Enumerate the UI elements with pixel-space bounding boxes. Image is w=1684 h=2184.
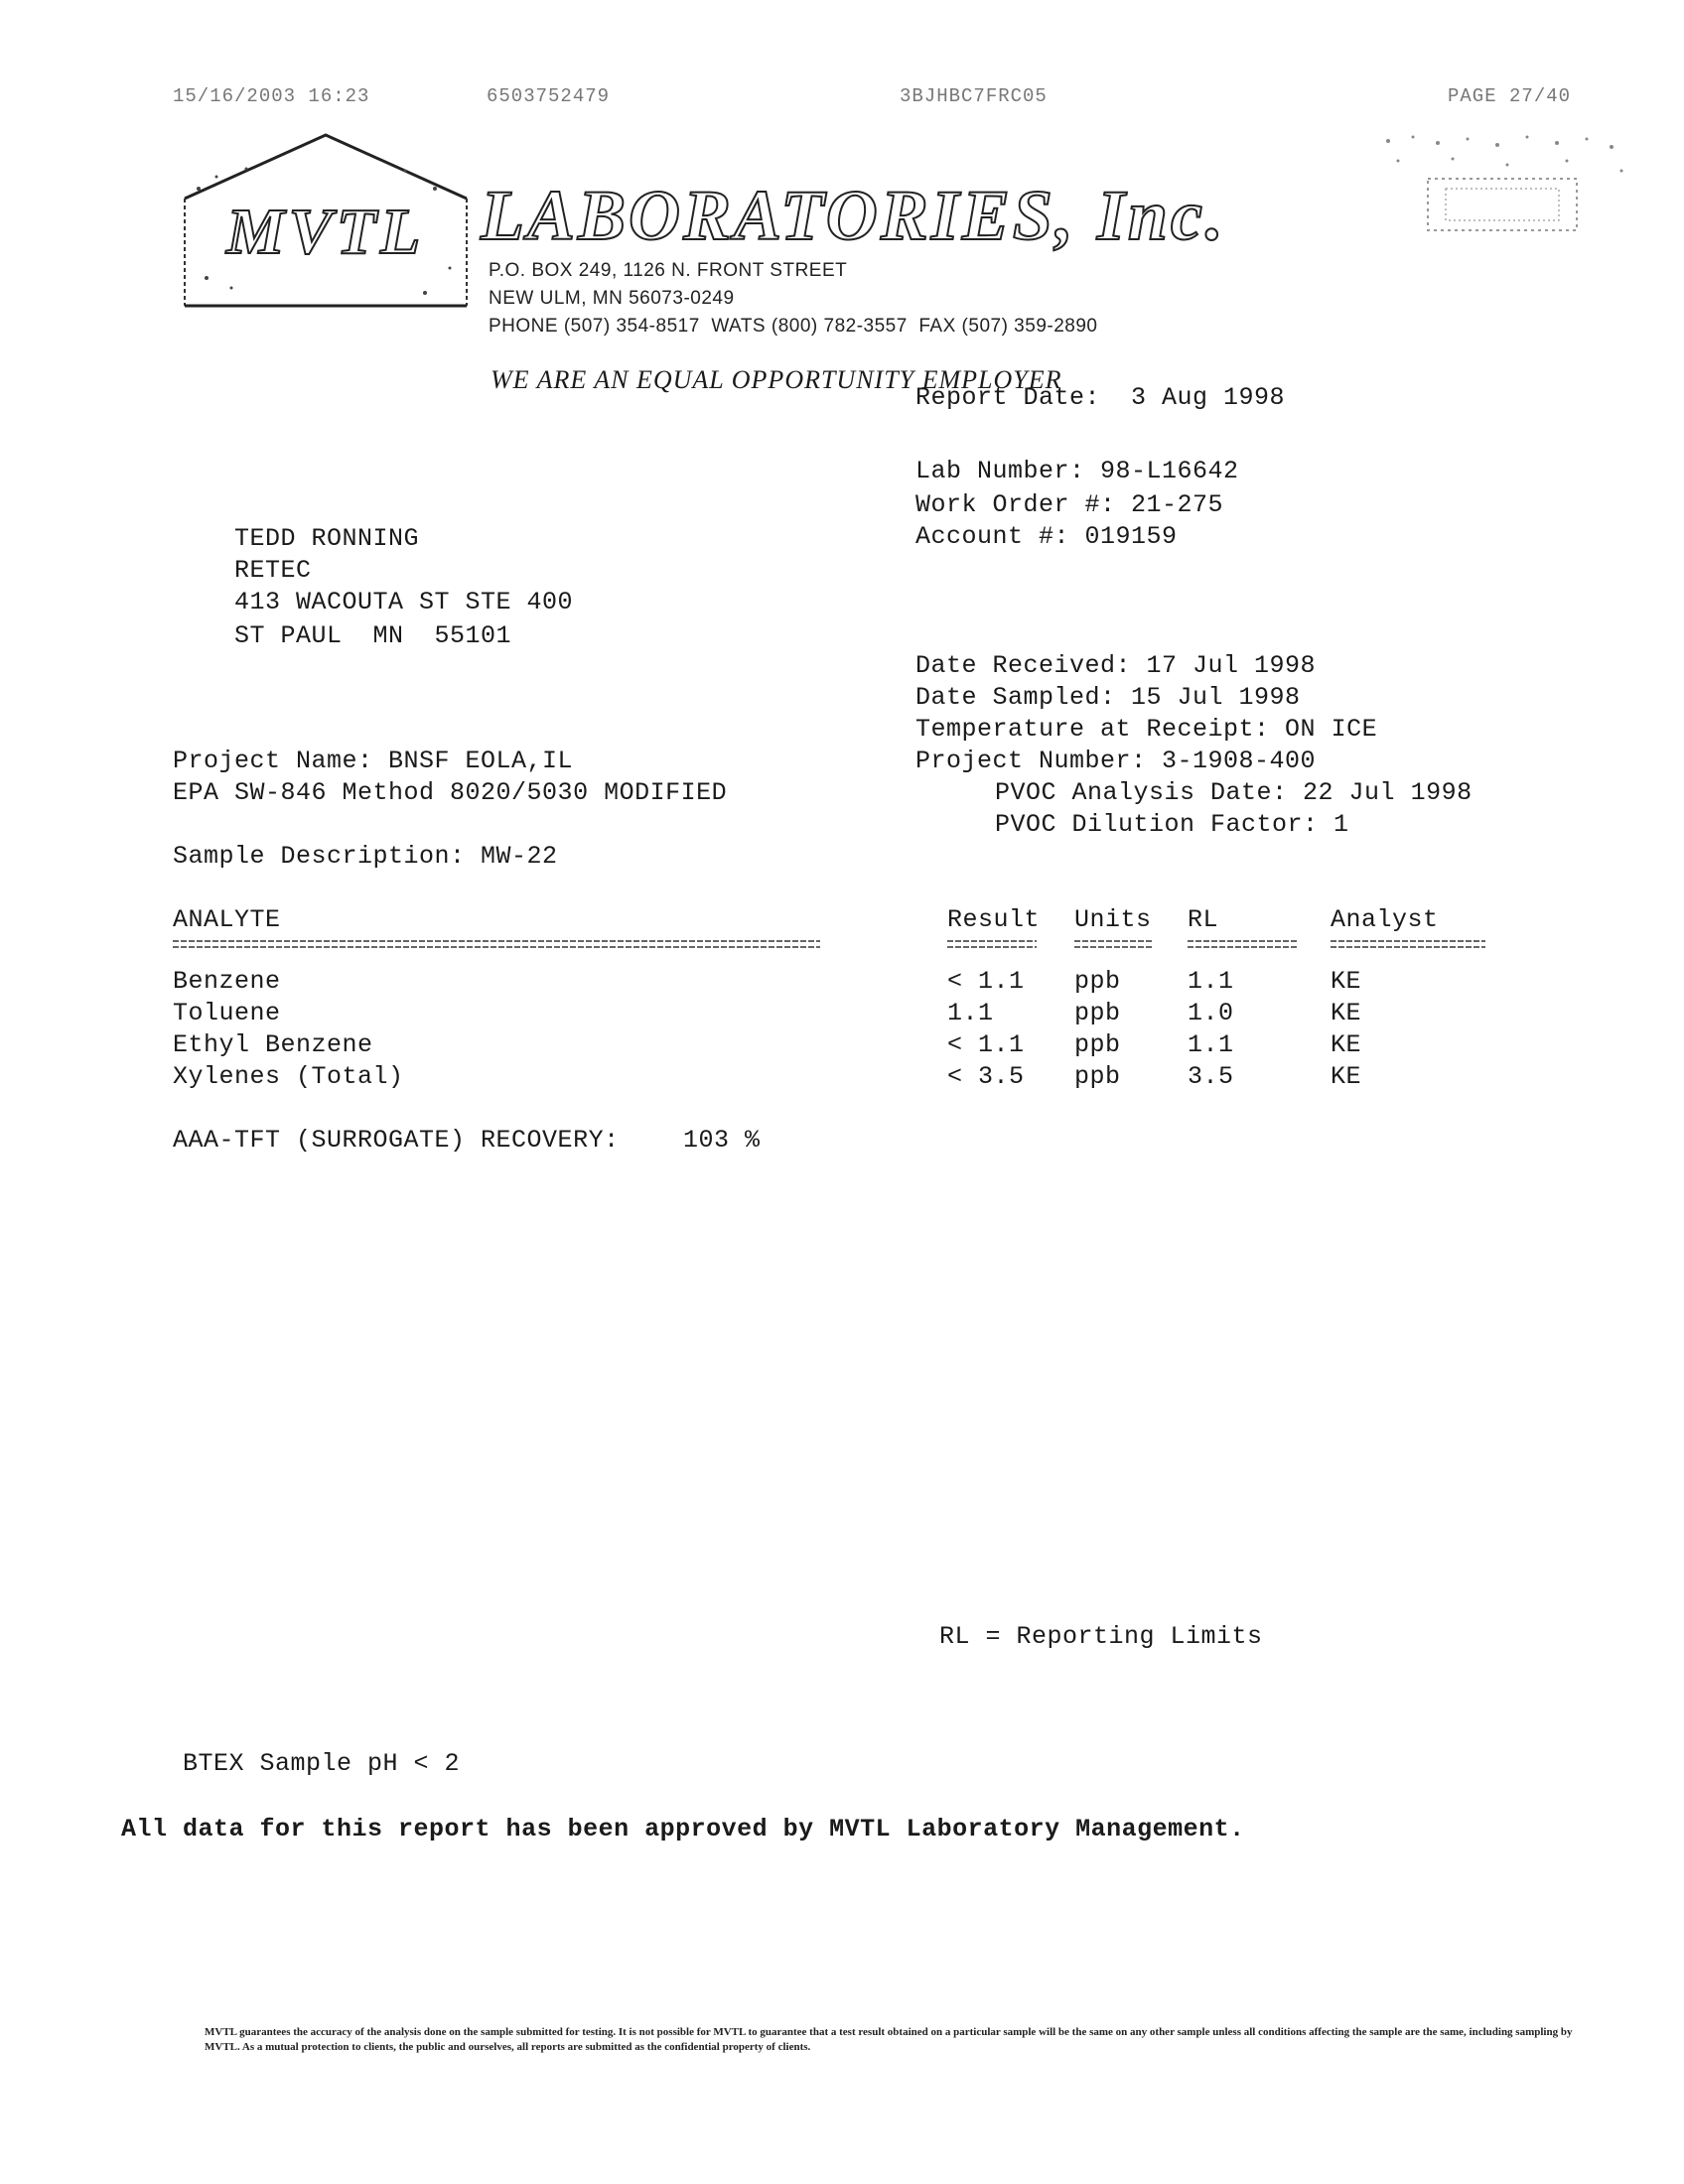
table-row-rl: 1.1 bbox=[1188, 967, 1234, 996]
company-name: LABORATORIES, Inc. bbox=[481, 176, 1226, 255]
table-row-result: < 1.1 bbox=[947, 967, 1025, 996]
header-result: Result bbox=[947, 905, 1041, 934]
eeo-statement: WE ARE AN EQUAL OPPORTUNITY EMPLOYER bbox=[491, 365, 1062, 394]
surrogate-value: 103 % bbox=[683, 1126, 761, 1155]
temperature-at-receipt: Temperature at Receipt: ON ICE bbox=[915, 715, 1378, 744]
project-number: Project Number: 3-1908-400 bbox=[915, 747, 1317, 775]
address-line-2: NEW ULM, MN 56073-0249 bbox=[489, 288, 735, 309]
table-row-result: 1.1 bbox=[947, 999, 994, 1027]
table-row-result: < 3.5 bbox=[947, 1062, 1025, 1091]
sample-description: Sample Description: MW-22 bbox=[173, 842, 558, 871]
header-analyte: ANALYTE bbox=[173, 905, 281, 934]
table-row-rl: 1.0 bbox=[1188, 999, 1234, 1027]
table-row-analyte: Ethyl Benzene bbox=[173, 1030, 373, 1059]
approval-statement: All data for this report has been approved by MVTL Laboratory Management. bbox=[121, 1815, 1245, 1843]
recipient-company: RETEC bbox=[234, 556, 312, 585]
footer-disclaimer: MVTL guarantees the accuracy of the analysis done on the sample submitted for testing. It is not possible for MVTL to guarantee that a test result obtained on a particular sample will be the same on any other sample unless all conditions affecting the sample are the same, including sampling by MVTL. As a mutual protection to clients, the public and ourselves, all reports are submitted as the confidential property of clients. bbox=[205, 2026, 1573, 2053]
dilution-factor: PVOC Dilution Factor: 1 bbox=[995, 810, 1349, 839]
project-name: Project Name: BNSF EOLA,IL bbox=[173, 747, 574, 775]
ph-note: BTEX Sample pH < 2 bbox=[183, 1749, 461, 1778]
table-row-analyte: Benzene bbox=[173, 967, 281, 996]
fax-number: 6503752479 bbox=[487, 85, 611, 107]
recipient-city: ST PAUL MN 55101 bbox=[234, 621, 512, 650]
address-line-1: P.O. BOX 249, 1126 N. FRONT STREET bbox=[489, 260, 848, 281]
header-rl: RL bbox=[1188, 905, 1219, 934]
table-row-result: < 1.1 bbox=[947, 1030, 1025, 1059]
analysis-date: PVOC Analysis Date: 22 Jul 1998 bbox=[995, 778, 1473, 807]
lab-number: Lab Number: 98-L16642 bbox=[915, 457, 1239, 485]
table-row-units: ppb bbox=[1074, 999, 1121, 1027]
table-row-rl: 3.5 bbox=[1188, 1062, 1234, 1091]
date-sampled: Date Sampled: 15 Jul 1998 bbox=[915, 683, 1301, 712]
table-row-analyte: Xylenes (Total) bbox=[173, 1062, 404, 1091]
report-date: Report Date: 3 Aug 1998 bbox=[915, 383, 1286, 412]
table-row-analyst: KE bbox=[1331, 1062, 1362, 1091]
method: EPA SW-846 Method 8020/5030 MODIFIED bbox=[173, 778, 728, 807]
table-row-units: ppb bbox=[1074, 1062, 1121, 1091]
table-row-units: ppb bbox=[1074, 1030, 1121, 1059]
recipient-name: TEDD RONNING bbox=[234, 524, 420, 553]
surrogate-label: AAA-TFT (SURROGATE) RECOVERY: bbox=[173, 1126, 620, 1155]
fax-page: PAGE 27/40 bbox=[1448, 85, 1572, 107]
table-row-units: ppb bbox=[1074, 967, 1121, 996]
phone-line: PHONE (507) 354-8517 WATS (800) 782-3557 FAX (507) 359-2890 bbox=[489, 316, 1098, 337]
date-received: Date Received: 17 Jul 1998 bbox=[915, 651, 1317, 680]
work-order: Work Order #: 21-275 bbox=[915, 490, 1224, 519]
account-number: Account #: 019159 bbox=[915, 522, 1178, 551]
table-row-analyst: KE bbox=[1331, 1030, 1362, 1059]
rl-note: RL = Reporting Limits bbox=[939, 1622, 1263, 1651]
recipient-street: 413 WACOUTA ST STE 400 bbox=[234, 588, 574, 616]
table-row-rl: 1.1 bbox=[1188, 1030, 1234, 1059]
header-analyst: Analyst bbox=[1331, 905, 1439, 934]
table-row-analyte: Toluene bbox=[173, 999, 281, 1027]
table-row-analyst: KE bbox=[1331, 999, 1362, 1027]
logo-text: MVTL bbox=[226, 196, 425, 268]
table-row-analyst: KE bbox=[1331, 967, 1362, 996]
fax-sender: 3BJHBC7FRC05 bbox=[900, 85, 1048, 107]
header-units: Units bbox=[1074, 905, 1152, 934]
fax-datetime: 15/16/2003 16:23 bbox=[173, 85, 370, 107]
